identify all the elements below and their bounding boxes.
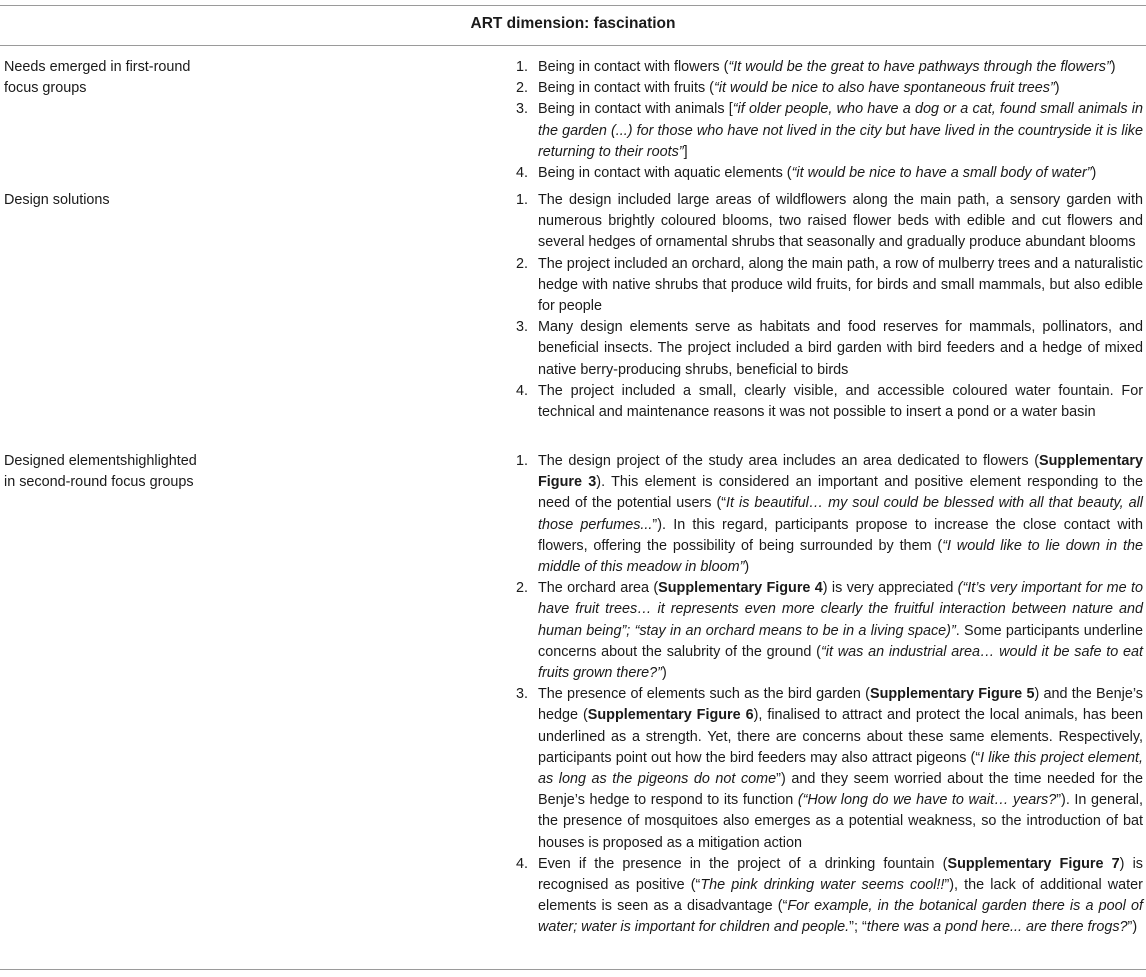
table-top-rule: [0, 5, 1146, 6]
list: [513, 57, 1143, 184]
list-item: 3. Many design elements serve as habitats and food reserves for mammals, pollinators, and beneficial insects. The project included a bird garden with bird feeders and a hedge of mixed native berry-producing shrubs, beneficial to birds: [516, 319, 1143, 378]
row-label-line: Design solutions: [4, 192, 110, 208]
header-rule: [0, 45, 1146, 46]
list-item: 4. Even if the presence in the project of a drinking fountain (Supplementary Figure 7) is recognised as positive (“The pink drinking water seems cool!!”), the lack of additional water elements is seen as a disadvantage (“For example, in the botanical garden there is a pool of water; water is important for children and people.”; “there was a pond here... are there frogs?”): [516, 855, 1143, 936]
list-item: 1. The design included large areas of wildflowers along the main path, a sensory garden with numerous brightly coloured blooms, two raised flower beds with edible and cut flowers and several hedges of ornamental shrubs that seasonally and gradually produce abundant blooms: [516, 192, 1143, 251]
row-label: [4, 57, 244, 99]
list-item: 3. The presence of elements such as the bird garden (Supplementary Figure 5) and the Benje’s hedge (Supplementary Figure 6), finalised to attract and protect the local animals, has been underlined as a strength. Yet, there are concerns about these same elements. Respectively, participants point out how the bird feeders may also attract pigeons (“I like this project element, as long as the pigeons do not come”) and they seem worried about the time needed for the Benje’s hedge to respond to its function (“How long do we have to wait… years?”). In general, the presence of mosquitoes also emerges as a potential weakness, so the introduction of bat houses is proposed as a mitigation action: [516, 686, 1144, 851]
table-bottom-rule: [0, 969, 1146, 970]
list-item: 4. Being in contact with aquatic elements (“it would be nice to have a small body of water”): [516, 165, 1097, 182]
list: [513, 451, 1143, 939]
row-label-line: focus groups: [4, 80, 87, 97]
row-label-line: Designed elementshighlighted: [4, 453, 197, 469]
list-item: 2. Being in contact with fruits (“it would be nice to also have spontaneous fruit trees”): [516, 80, 1060, 97]
list: [513, 190, 1143, 423]
table-header: ART dimension: fascination: [470, 15, 676, 32]
row-label-line: Needs emerged in first-round: [4, 59, 191, 75]
row-label: [4, 451, 244, 493]
list-item: 1. The design project of the study area includes an area dedicated to flowers (Supplementary Figure 3). This element is considered an important and positive element responding to the need of the potential users (“It is beautiful… my soul could be blessed with all that beauty, all those perfumes...”). In this regard, participants propose to increase the close contact with flowers, offering the possibility of being surrounded by them (“I would like to lie down in the middle of this meadow in bloom”): [516, 453, 1143, 576]
row-label: [4, 190, 244, 211]
list-item: 2. The orchard area (Supplementary Figure 4) is very appreciated (“It’s very important for me to have fruit trees… it represents even more clearly the fruitful interaction between nature and human being”; “stay in an orchard means to be in a living space)”. Some participants underline concerns about the salubrity of the ground (“it was an industrial area… would it be safe to eat fruits grown there?”): [516, 580, 1143, 682]
list-item: 4. The project included a small, clearly visible, and accessible coloured water fountain. For technical and maintenance reasons it was not possible to insert a pond or a water basin: [516, 382, 1143, 421]
list-item: 3. Being in contact with animals [“if older people, who have a dog or a cat, found small animals in the garden (...) for those who have not lived in the city but have lived in the countryside it is like returning to their roots”]: [516, 101, 1144, 160]
list-item: 1. Being in contact with flowers (“It would be the great to have pathways through the flowers”): [516, 59, 1116, 75]
list-item: 2. The project included an orchard, along the main path, a row of mulberry trees and a naturalistic hedge with native shrubs that produce wild fruits, for birds and small mammals, but also edible for people: [516, 255, 1143, 315]
row-label-line: in second-round focus groups: [4, 474, 194, 491]
